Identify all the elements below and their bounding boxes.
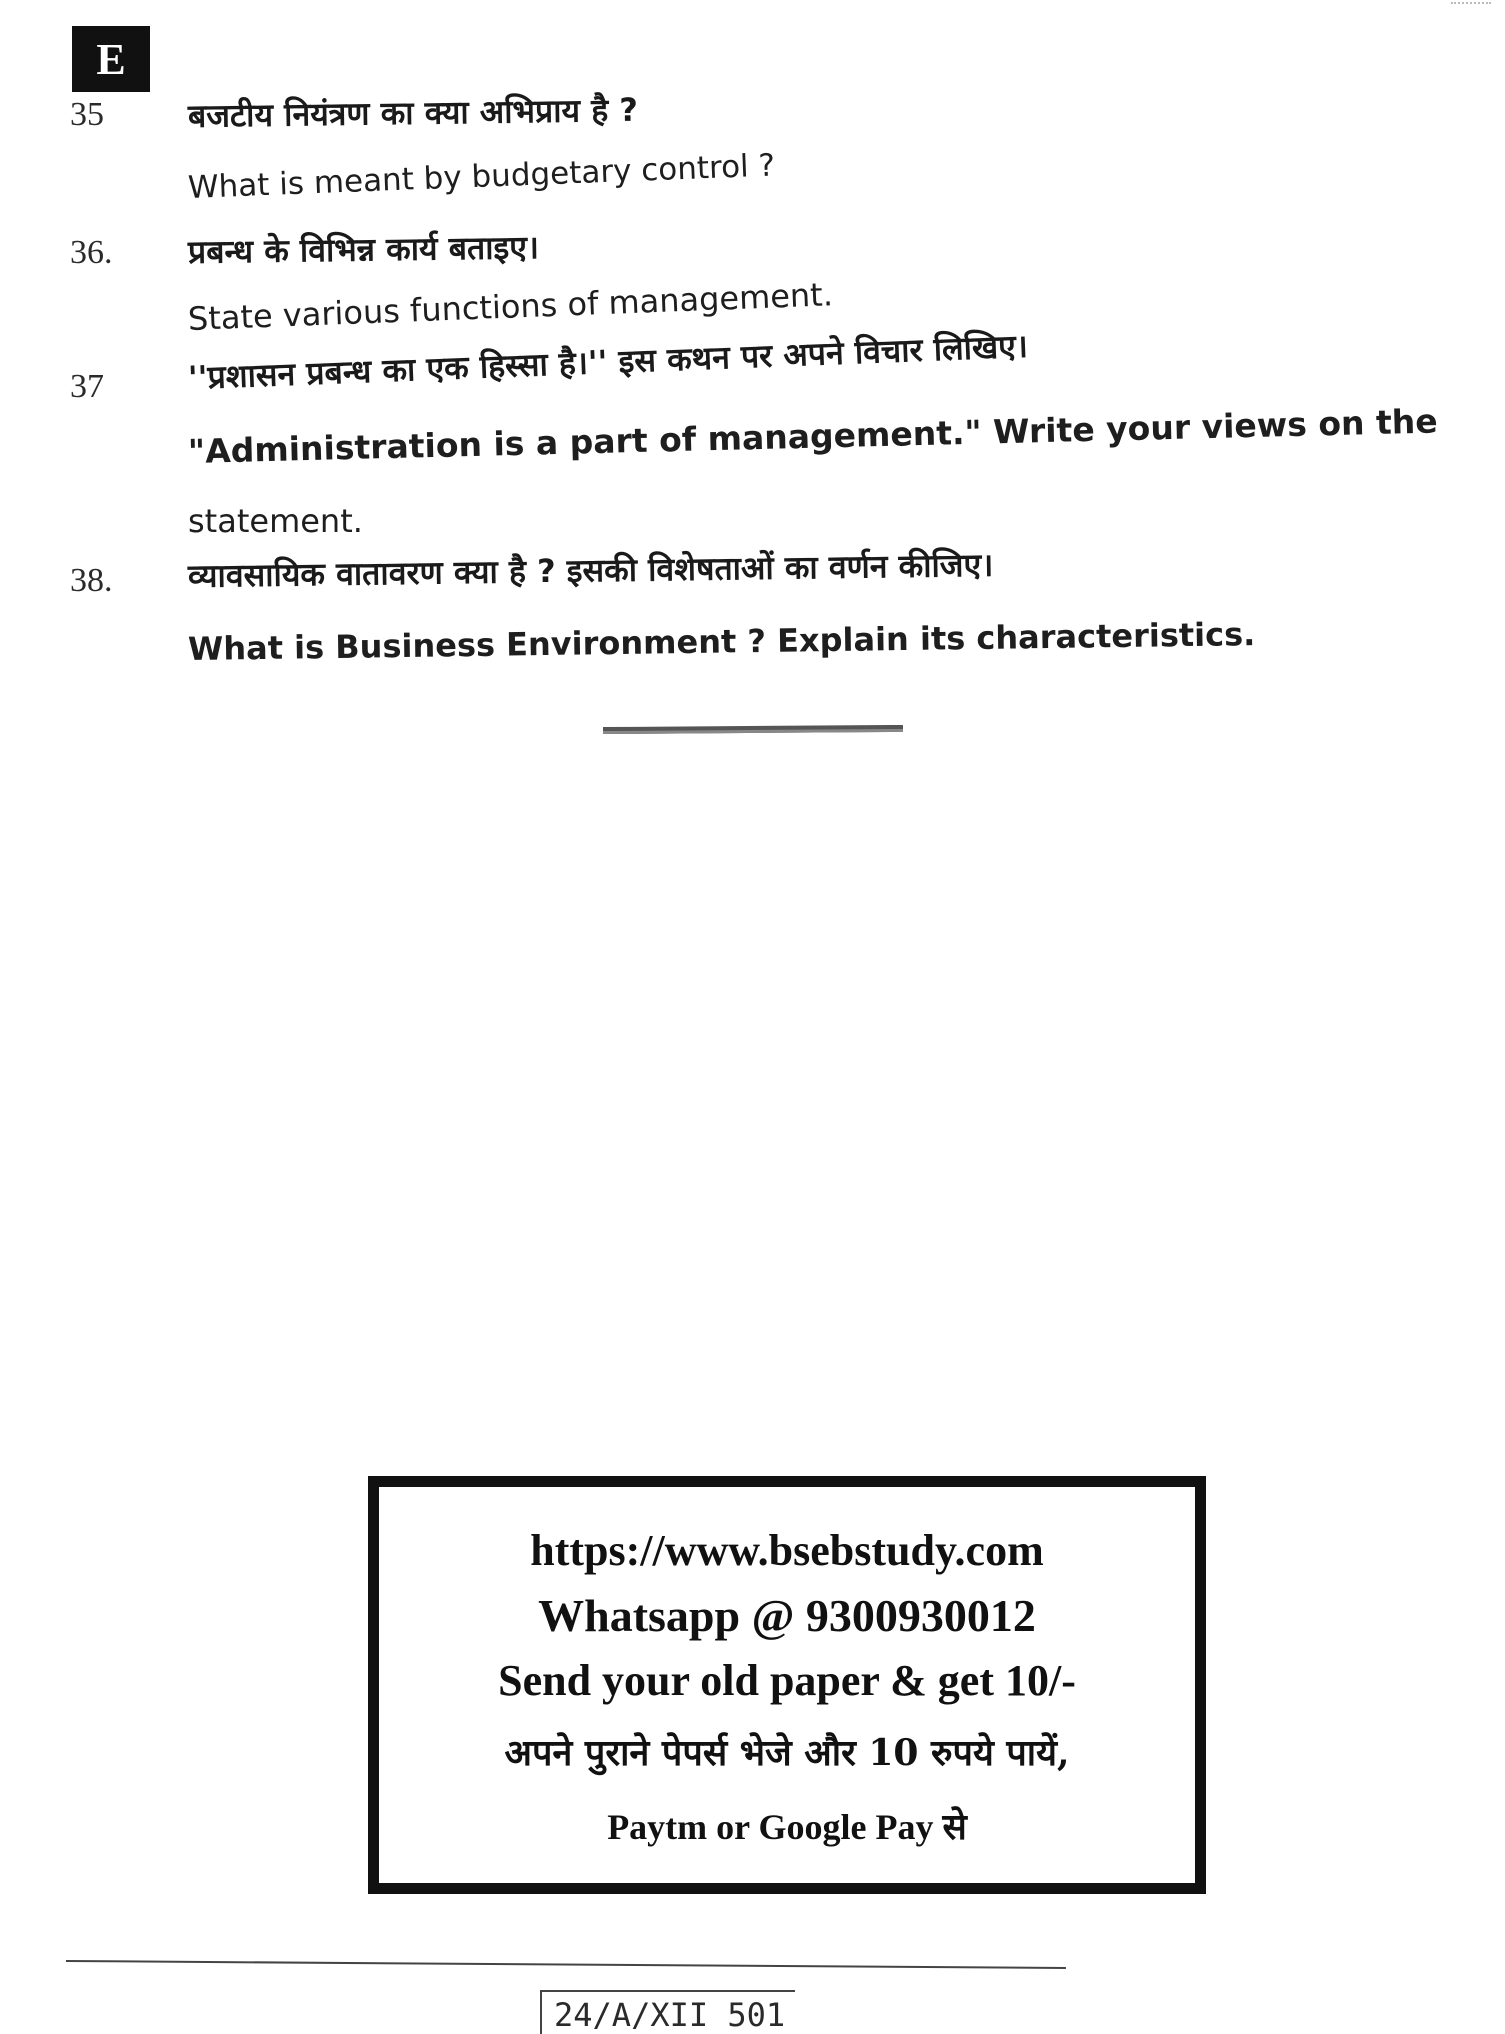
page-corner-mark xyxy=(1451,2,1491,20)
end-of-questions-rule xyxy=(603,725,903,734)
question-hindi-text: प्रबन्ध के विभिन्न कार्य बताइए। xyxy=(187,228,540,271)
footer-paper-code: 24/A/XII 501 xyxy=(540,1990,795,2034)
question-hindi-text: बजटीय नियंत्रण का क्या अभिप्राय है ? xyxy=(187,90,639,135)
question-english-continuation: statement. xyxy=(188,502,363,540)
question-english-text: State various functions of management. xyxy=(187,275,834,338)
promo-whatsapp: Whatsapp @ 9300930012 xyxy=(538,1590,1036,1641)
promo-payment-methods: Paytm or Google Pay से xyxy=(607,1807,967,1847)
promo-send-offer: Send your old paper & get 10/- xyxy=(498,1656,1076,1705)
question-english-text: What is meant by budgetary control ? xyxy=(187,147,776,206)
question-hindi-text: व्यावसायिक वातावरण क्या है ? इसकी विशेषताओं का वर्णन कीजिए। xyxy=(187,545,994,595)
question-number: 36. xyxy=(70,234,113,271)
set-label-badge: E xyxy=(72,26,150,92)
promo-hindi-offer: अपने पुराने पेपर्स भेजे और 10 रुपये पायें, xyxy=(504,1732,1070,1774)
question-number: 38. xyxy=(70,562,113,599)
footer-rule xyxy=(66,1960,1066,1969)
promo-box xyxy=(368,1476,1206,1894)
question-english-text: "Administration is a part of management." Write your views on the xyxy=(187,401,1439,471)
question-number: 35 xyxy=(70,96,104,133)
question-english-text: What is Business Environment ? Explain its characteristics. xyxy=(187,615,1256,668)
promo-url: https://www.bsebstudy.com xyxy=(530,1526,1044,1575)
question-hindi-text: ''प्रशासन प्रबन्ध का एक हिस्सा है।'' इस कथन पर अपने विचार लिखिए। xyxy=(187,326,1029,397)
question-number: 37 xyxy=(70,368,104,405)
